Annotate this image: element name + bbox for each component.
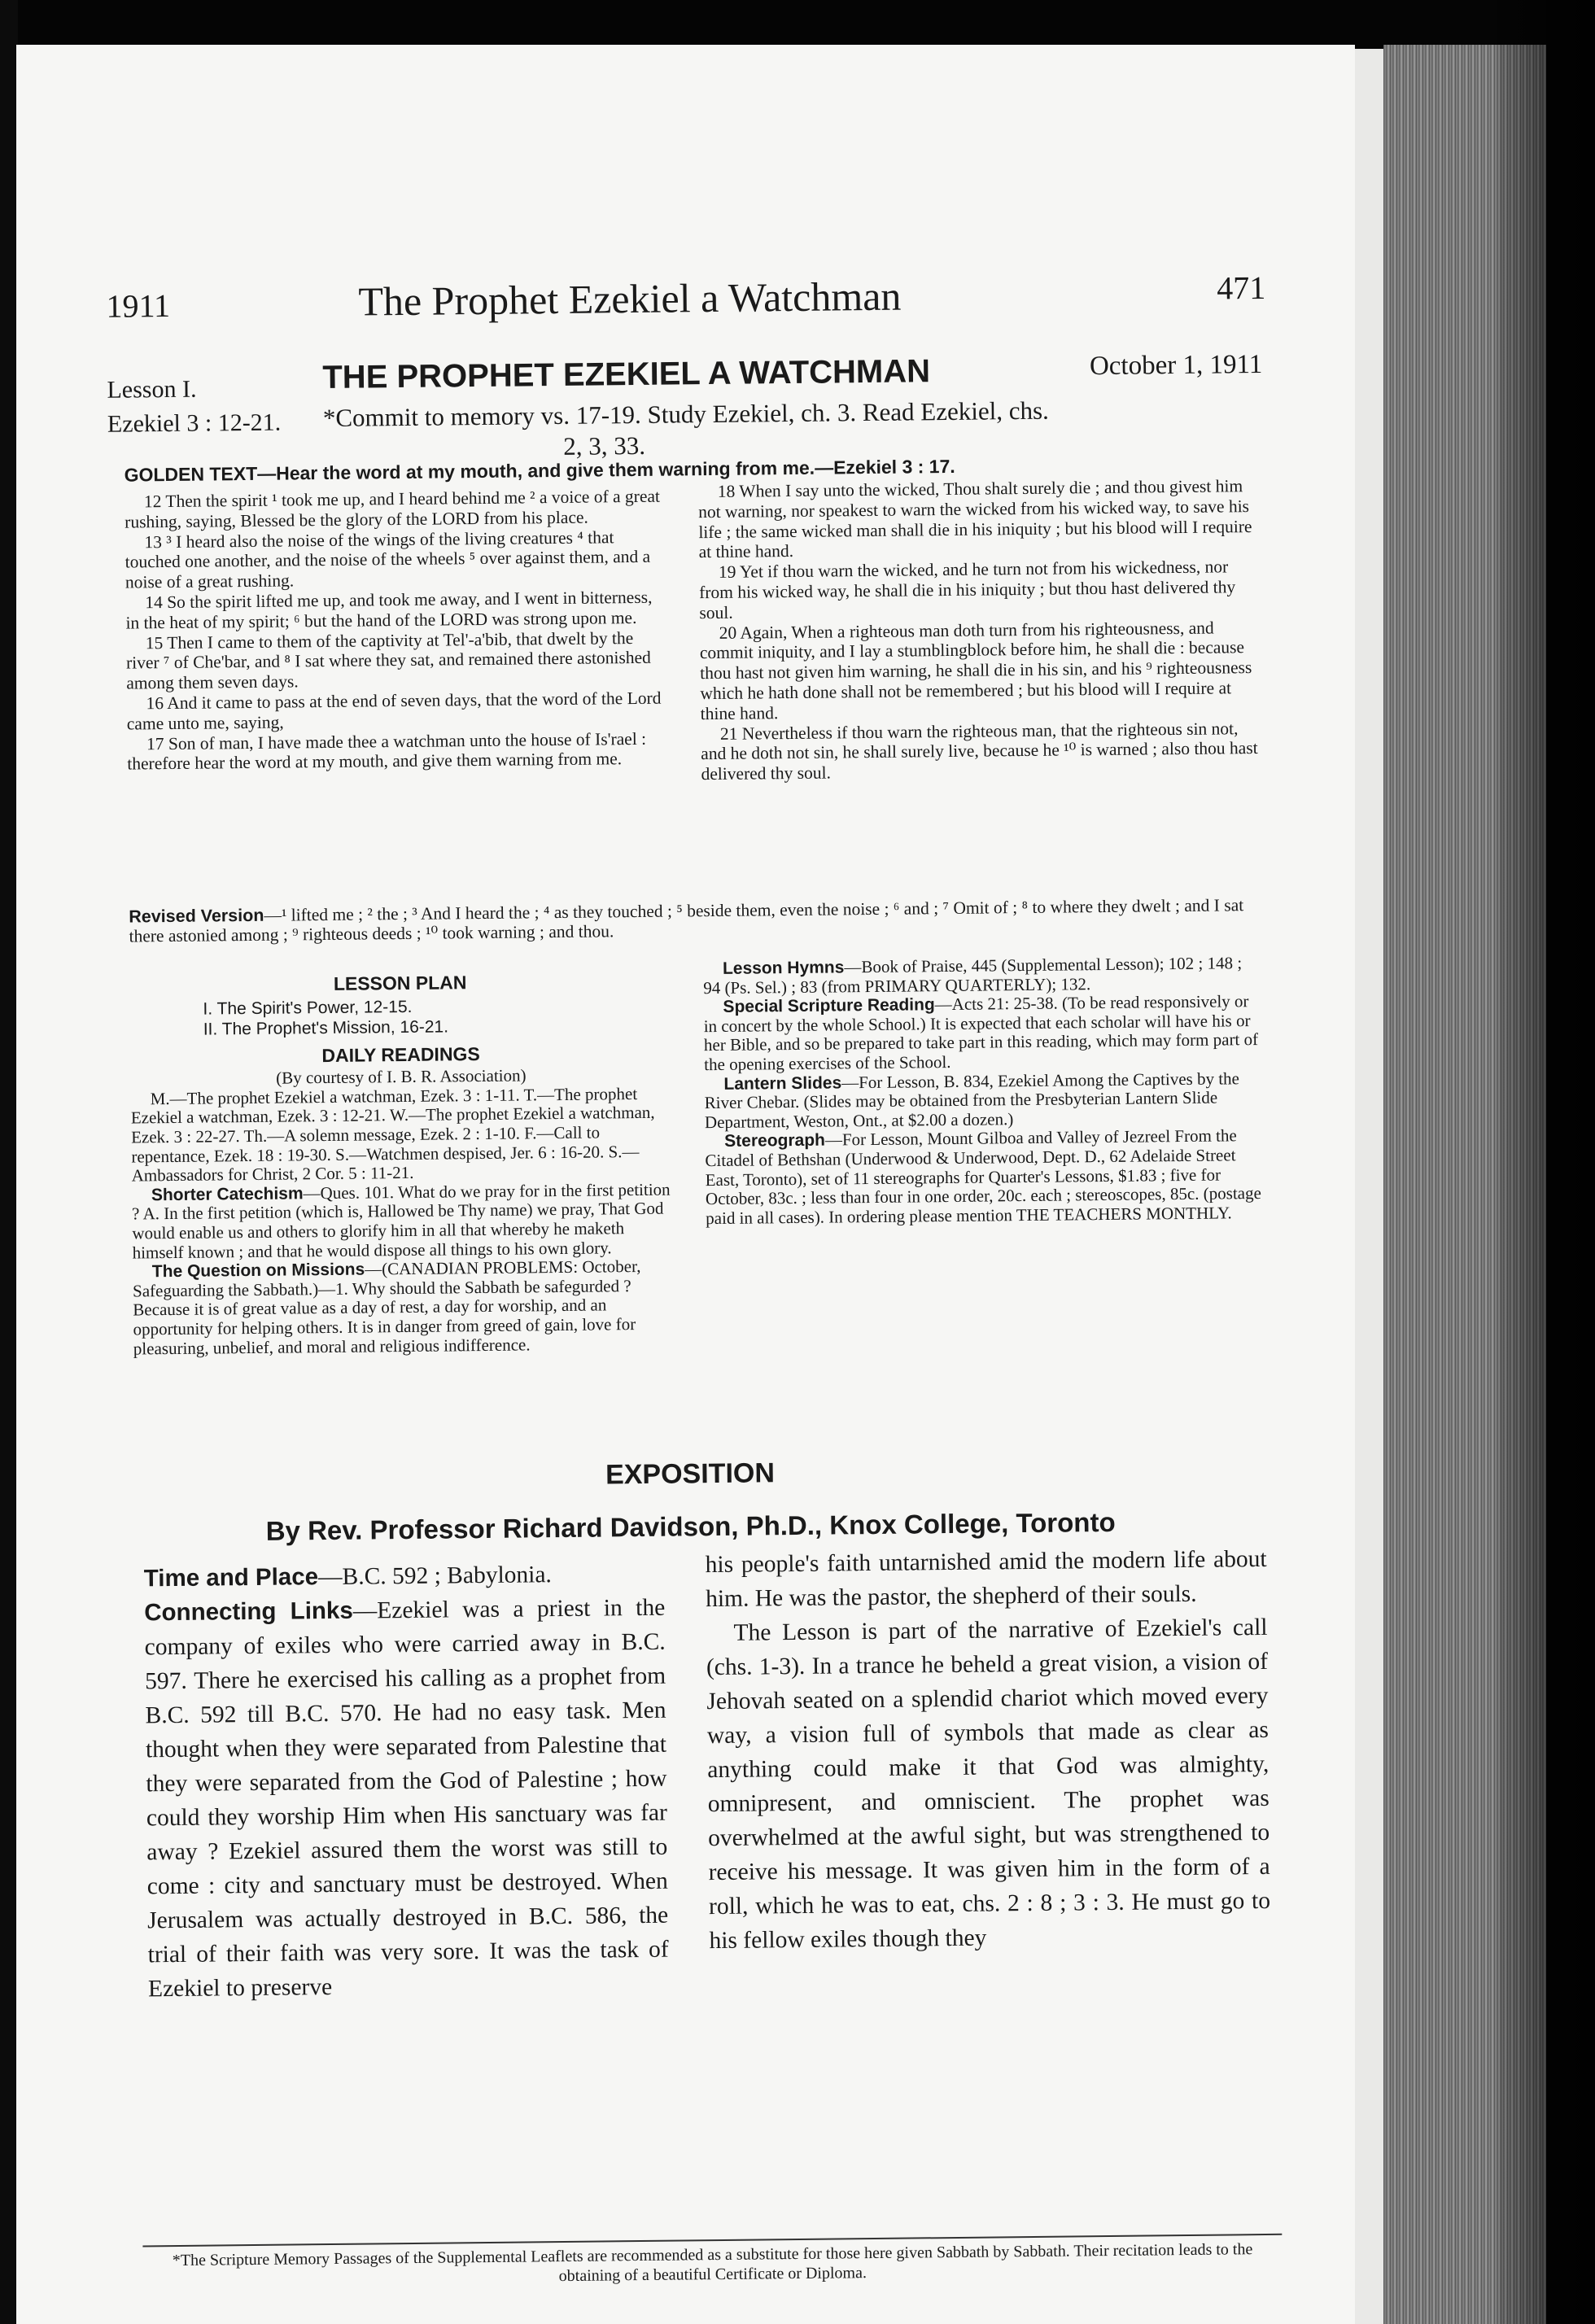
- special-reading-label: Special Scripture Reading: [723, 995, 935, 1017]
- scripture-verse: 18 When I say unto the wicked, Thou shalt surely die ; and thou givest him not warning, nor speakest to warn the wicked from his wicked way, to save his life ; the same wicked man shall die in his iniquity ; but his blood will I require at thine hand.: [697, 476, 1252, 562]
- lantern-label: Lantern Slides: [723, 1072, 842, 1094]
- time-text: —B.C. 592 ; Babylonia.: [317, 1562, 553, 1591]
- lantern-text: —For Lesson, B. 834, Ezekiel Among the Captives by the River Chebar. (Slides may be obtained from the Presbyterian Lantern Slide Department, Weston, Ont., at $2.00 a dozen.): [704, 1068, 1240, 1132]
- running-header: [90, 269, 1266, 330]
- page-edges-shadow: [1497, 0, 1595, 2324]
- golden-text: GOLDEN TEXT—Hear the word at my mouth, and give them warning from me.—Ezekiel 3 : 17.: [124, 455, 955, 486]
- scripture-left-column: [125, 487, 669, 775]
- exposition-byline: By Rev. Professor Richard Davidson, Ph.D., Knox College, Toronto: [265, 1506, 1116, 1546]
- scripture-verse: 14 So the spirit lifted me up, and took me away, and I went in bitterness, in the heat of my spirit; ⁶ but the hand of the LORD was strong upon me.: [125, 587, 653, 633]
- page-content: [90, 260, 1287, 2323]
- links-label: Connecting Links: [144, 1597, 353, 1627]
- revised-version-text: —¹ lifted me ; ² the ; ³ And I heard the ; ⁴ as they touched ; ⁵ beside them, even the noise ; ⁶ and ; ⁷ Omit of ; ⁸ to where they dwelt ; and I sat there astonied among ; ⁹ righteous deeds ; ¹⁰ took warning ; and thou.: [129, 895, 1244, 946]
- scripture-verse: 17 Son of man, I have made thee a watchman unto the house of Is'rael : therefore hear the word at my mouth, and give them warning from me.: [127, 728, 647, 774]
- lesson-title: THE PROPHET EZEKIEL A WATCHMAN: [322, 353, 931, 396]
- scripture-verse: 12 Then the spirit ¹ took me up, and I heard behind me ² a voice of a great rushing, saying, Blessed be the glory of the LORD from his place.: [125, 486, 661, 532]
- lesson-hymns: [703, 954, 1261, 998]
- exposition-paragraph: his people's faith untarnished amid the modern life about him. He was the pastor, the shepherd of their souls.: [705, 1545, 1267, 1613]
- lesson-plan-item: I. The Spirit's Power, 12-15.: [203, 997, 413, 1019]
- daily-readings-text: M.—The prophet Ezekiel a watchman, Ezek. 3 : 1-11. T.—The prophet Ezekiel a watchman, Ezek. 3 : 12-21. W.—The prophet Ezekiel a watchman, Ezek. 3 : 22-27. Th.—A solemn message, Ezek. 2 : 1-10. F.—Call to repentance, Ezek. 18 : 19-30. S.—Watchmen despised, Jer. 6 : 16-20. S.—Ambassadors for Christ, 2 Cor. 5 : 11-21.: [130, 1083, 655, 1186]
- time-label: Time and Place: [143, 1563, 319, 1592]
- footnote: *The Scripture Memory Passages of the Supplemental Leaflets are recommended as a substitute for those here given Sabbath by Sabbath. Their recitation leads to the obtaining of a beautiful Certificate or Diploma.: [172, 2240, 1253, 2286]
- hymns-label: Lesson Hymns: [722, 958, 845, 978]
- scripture-right-column: [698, 476, 1259, 784]
- exposition-heading: EXPOSITION: [605, 1457, 776, 1491]
- header-title: The Prophet Ezekiel a Watchman: [358, 273, 902, 325]
- lesson-plan-heading: LESSON PLAN: [333, 972, 467, 994]
- connecting-links: [144, 1591, 669, 2007]
- scripture-verse: 16 And it came to pass at the end of seven days, that the word of the Lord came unto me, saying,: [126, 688, 662, 734]
- stereograph: [705, 1126, 1263, 1228]
- revised-version: [129, 895, 1260, 946]
- lantern-slides: [704, 1069, 1262, 1133]
- missions-label: The Question on Missions: [151, 1260, 365, 1282]
- exposition-right-column: [705, 1542, 1270, 1958]
- exposition-paragraph: The Lesson is part of the narrative of Ezekiel's call (chs. 1-3). In a trance he beheld a great vision, a vision of Jehovah seated on a splendid chariot which moved every way, a vision full of symbols that made as clear as anything could make it that God was almighty, omnipresent, and omniscient. The prophet was overwhelmed at the awful sight, but was strengthened to receive his message. It was given him in the form of a roll, which he was to eat, chs. 2 : 8 ; 3 : 3. He must go to his fellow exiles though they: [706, 1614, 1271, 1955]
- scripture-verse: 13 ³ I heard also the noise of the wings of the living creatures ⁴ that touched one another, and the noise of the wheels ⁵ over against them, and a noise of a great rushing.: [125, 526, 651, 592]
- daily-readings-courtesy: (By courtesy of I. B. R. Association): [276, 1065, 527, 1088]
- missions-text: —(CANADIAN PROBLEMS: October, Safeguarding the Sabbath.)—1. Why should the Sabbath be safegurded ? Because it is of great value as a day of rest, a day for worship, and an opportunity for helping others. It is in danger from greed of gain, love for pleasuring, unbelief, and moral and religious indifference.: [132, 1256, 641, 1359]
- header-year: 1911: [106, 286, 171, 325]
- scripture-verse: 19 Yet if thou warn the wicked, and he turn not from his wickedness, nor from his wicked way, he shall die in his iniquity ; but thou hast delivered thy soul.: [699, 557, 1236, 622]
- lesson-plan-item: II. The Prophet's Mission, 16-21.: [203, 1017, 449, 1039]
- revised-version-label: Revised Version: [129, 905, 264, 927]
- links-text: —Ezekiel was a priest in the company of exiles who were carried away in B.C. 597. There he exercised his calling as a prophet from B.C. 592 till B.C. 570. He had no easy task. Men thought when they were separated from Palestine that they were separated from the God of Palestine ; how could they worship Him when His sanctuary was far away ? Ezekiel assured them the worst was still to come : city and sanctuary must be destroyed. When Jerusalem was actually destroyed in B.C. 586, the trial of their faith was very sore. It was the task of Ezekiel to preserve: [144, 1594, 669, 2003]
- time-and-place: [144, 1557, 665, 1597]
- lesson-date: October 1, 1911: [1089, 349, 1263, 382]
- page-number: 471: [1217, 269, 1266, 307]
- exposition-left-column: [144, 1557, 670, 2007]
- lesson-heading: [107, 349, 1263, 461]
- book-page: [16, 45, 1355, 2324]
- special-reading-text: —Acts 21: 25-38. (To be read responsively or in concert by the whole School.) It is expected that each scholar will have his or her Bible, and so be prepared to take part in this reading, which may form part of the opening exercises of the School.: [703, 991, 1259, 1075]
- stereograph-label: Stereograph: [724, 1130, 826, 1151]
- hymns-text: —Book of Praise, 445 (Supplemental Lesson); 102 ; 148 ; 94 (Ps. Sel.) ; 83 (from PRIMARY QUARTERLY); 132.: [703, 953, 1243, 998]
- scripture-verse: 15 Then I came to them of the captivity at Tel'-a'bib, that dwelt by the river ⁷ of Che'bar, and ⁸ I sat where they sat, and remained there astonished among them seven days.: [125, 627, 651, 693]
- lesson-number: Lesson I.: [107, 375, 197, 404]
- lesson-notes-right: [703, 954, 1263, 1228]
- catechism-label: Shorter Catechism: [151, 1184, 304, 1205]
- catechism-text: —Ques. 101. What do we pray for in the first petition ? A. In the first petition (which is, Hallowed be Thy name) we pray, That God would enable us and others to glorify him in all that whereby he maketh himself known ; and that he would dispose all things to his own glory.: [131, 1179, 671, 1263]
- lesson-plan-list: [203, 994, 671, 1039]
- scripture-verse: 20 Again, When a righteous man doth turn from his righteousness, and commit iniquity, and I lay a stumblingblock before him, he shall die : because thou hast not given him warning, he shall die in his sin, and his ⁹ righteousness which he hath done shall not be remembered ; but his blood will I require at thine hand.: [699, 618, 1252, 723]
- daily-readings-heading: DAILY READINGS: [321, 1042, 480, 1066]
- lesson-notes-left: [129, 968, 675, 1359]
- lesson-read-chapters: 2, 3, 33.: [563, 430, 646, 461]
- book-spine: [0, 0, 18, 2324]
- special-scripture-reading: [703, 992, 1261, 1075]
- lesson-reference: Ezekiel 3 : 12-21.: [107, 408, 282, 438]
- lesson-commit: *Commit to memory vs. 17-19. Study Ezekiel, ch. 3. Read Ezekiel, chs.: [322, 395, 1049, 433]
- stereograph-text: —For Lesson, Mount Gilboa and Valley of Jezreel From the Citadel of Bethshan (Underwood & Underwood, Dept. D., 62 Adelaide Street East, Toronto), set of 11 stereographs for Quarter's Lessons, $1.83 ; five for October, 83c. ; less than four in one order, 20c. each ; stereoscopes, 85c. (postage paid in all cases). In ordering please mention THE TEACHERS MONTHLY.: [705, 1125, 1261, 1228]
- scripture-verse: 21 Nevertheless if thou warn the righteous man, that the righteous sin not, and he doth not sin, he shall surely live, because he ¹⁰ is warned ; also thou hast delivered thy soul.: [701, 718, 1258, 784]
- shorter-catechism: [132, 1180, 674, 1262]
- missions-question: [133, 1257, 675, 1359]
